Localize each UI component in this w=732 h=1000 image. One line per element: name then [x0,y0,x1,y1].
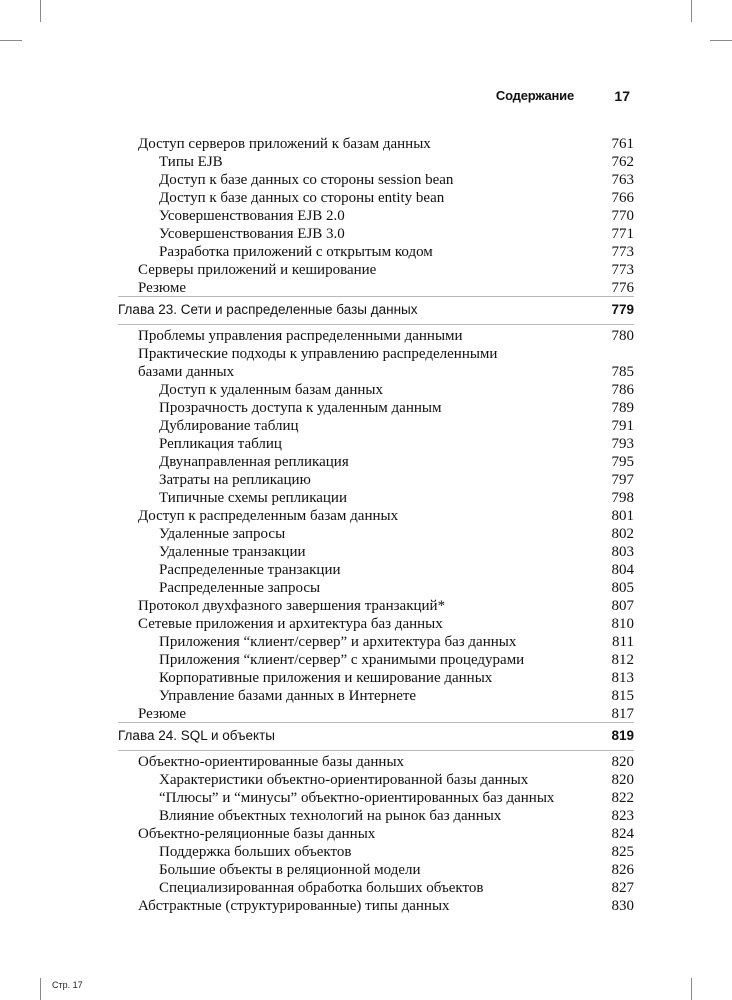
header-page-number: 17 [614,88,630,104]
toc-entry [118,633,634,651]
toc-entry-page: 779 [611,302,634,317]
toc-entry-page: 813 [611,670,634,686]
toc-entry-page: 762 [611,154,634,170]
toc-entry-page: 803 [611,544,634,560]
toc-entry [118,651,634,669]
toc-entry-title: Сетевые приложения и архитектура баз данных [138,616,443,632]
toc-entry-page: 822 [611,790,634,806]
running-header [118,88,634,108]
toc-entry [118,669,634,687]
toc-entry-title: “Плюсы” и “минусы” объектно-ориентированных баз данных [159,790,555,806]
table-of-contents [118,135,634,915]
toc-entry [118,789,634,807]
toc-entry-title: Репликация таблиц [159,436,282,452]
toc-entry-title: Протокол двухфазного завершения транзакций* [138,598,446,614]
toc-entry-title: Резюме [138,280,187,296]
toc-entry-page: 825 [611,844,634,860]
toc-entry-title: Удаленные запросы [159,526,286,542]
toc-entry-page: 766 [611,190,634,206]
toc-entry-title: Влияние объектных технологий на рынок баз данных [159,808,502,824]
crop-mark [691,0,692,22]
toc-entry [118,345,634,363]
toc-entry [118,327,634,345]
toc-entry [118,897,634,915]
toc-entry [118,843,634,861]
toc-entry [118,135,634,153]
toc-chapter-heading [118,726,634,746]
toc-entry-page: 763 [611,172,634,188]
crop-mark [0,40,22,41]
toc-entry-title: Двунаправленная репликация [159,454,349,470]
toc-entry-page: 798 [611,490,634,506]
toc-entry [118,825,634,843]
toc-entry-title: Объектно-реляционные базы данных [138,826,376,842]
toc-entry-title: Доступ к распределенным базам данных [138,508,399,524]
crop-mark [710,40,732,41]
toc-entry-page: 827 [611,880,634,896]
toc-entry [118,279,634,297]
toc-entry-page: 812 [611,652,634,668]
toc-entry-page: 793 [611,436,634,452]
toc-entry [118,879,634,897]
crop-mark [40,0,41,22]
toc-entry-title: Доступ к базе данных со стороны session bean [159,172,454,188]
toc-entry-page: 786 [611,382,634,398]
toc-entry-page: 797 [611,472,634,488]
toc-entry-page: 785 [611,364,634,380]
toc-entry-page: 804 [611,562,634,578]
crop-mark [691,978,692,1000]
toc-entry-page: 820 [611,772,634,788]
toc-entry-title: Усовершенствования EJB 2.0 [159,208,345,224]
toc-entry-page: 807 [611,598,634,614]
toc-entry [118,753,634,771]
toc-entry [118,597,634,615]
toc-entry-page: 801 [611,508,634,524]
toc-entry-title: Распределенные транзакции [159,562,341,578]
toc-entry [118,399,634,417]
toc-entry-title: Доступ серверов приложений к базам данных [138,136,431,152]
toc-entry-page: 773 [611,262,634,278]
toc-entry [118,861,634,879]
toc-entry-title: Усовершенствования EJB 3.0 [159,226,345,242]
toc-entry-title: Абстрактные (структурированные) типы данных [138,898,450,914]
toc-entry-title: Глава 23. Сети и распределенные базы данных [118,302,418,317]
toc-entry-title: Типичные схемы репликации [159,490,347,506]
toc-entry-title: Прозрачность доступа к удаленным данным [159,400,442,416]
toc-entry [118,363,634,381]
toc-entry-page: 780 [611,328,634,344]
toc-entry-page: 773 [611,244,634,260]
toc-entry [118,507,634,525]
toc-chapter-heading [118,300,634,320]
toc-entry-title: Дублирование таблиц [159,418,299,434]
toc-entry-title: Резюме [138,706,187,722]
toc-entry-title: Распределенные запросы [159,580,321,596]
toc-entry [118,381,634,399]
toc-entry-title: Большие объекты в реляционной модели [159,862,421,878]
toc-entry-page: 830 [611,898,634,914]
toc-entry [118,579,634,597]
toc-entry [118,561,634,579]
toc-entry-title: Доступ к удаленным базам данных [159,382,383,398]
toc-entry-page: 826 [611,862,634,878]
toc-entry-page: 824 [611,826,634,842]
toc-entry [118,687,634,705]
crop-mark [40,978,41,1000]
toc-entry-page: 761 [611,136,634,152]
toc-entry-page: 815 [611,688,634,704]
toc-entry [118,771,634,789]
toc-entry [118,525,634,543]
toc-entry-page: 795 [611,454,634,470]
toc-entry [118,489,634,507]
toc-entry-page: 823 [611,808,634,824]
toc-entry-title: Серверы приложений и кеширование [138,262,377,278]
toc-entry-title: Проблемы управления распределенными данными [138,328,463,344]
toc-entry-title: Характеристики объектно-ориентированной базы данных [159,772,529,788]
toc-entry-page: 805 [611,580,634,596]
header-title: Содержание [495,88,574,103]
toc-entry-page: 820 [611,754,634,770]
footer-page-label: Стр. 17 [52,980,83,990]
toc-entry-title: Типы EJB [159,154,223,170]
toc-entry [118,435,634,453]
toc-entry-title: Практические подходы к управлению распределенными [138,346,498,362]
toc-entry [118,243,634,261]
toc-entry [118,615,634,633]
toc-entry [118,171,634,189]
toc-entry-title: Специализированная обработка больших объектов [159,880,484,896]
toc-entry-title: Корпоративные приложения и кеширование данных [159,670,493,686]
toc-entry [118,189,634,207]
toc-entry-page: 819 [611,728,634,743]
toc-entry-page: 811 [612,634,634,650]
toc-entry-title: Поддержка больших объектов [159,844,352,860]
toc-entry [118,417,634,435]
toc-entry-title: Управление базами данных в Интернете [159,688,417,704]
toc-entry-title: Затраты на репликацию [159,472,311,488]
toc-entry [118,261,634,279]
toc-entry-page: 791 [611,418,634,434]
toc-entry-title: Удаленные транзакции [159,544,306,560]
toc-entry-title: базами данных [138,364,235,380]
toc-entry-title: Доступ к базе данных со стороны entity bean [159,190,445,206]
toc-entry [118,153,634,171]
toc-entry-page: 817 [611,706,634,722]
toc-entry-page: 789 [611,400,634,416]
toc-entry [118,543,634,561]
toc-entry [118,471,634,489]
toc-entry-title: Глава 24. SQL и объекты [118,728,275,743]
toc-entry-page: 776 [611,280,634,296]
toc-entry-title: Разработка приложений с открытым кодом [159,244,433,260]
toc-entry-page: 771 [611,226,634,242]
toc-entry [118,453,634,471]
toc-entry [118,807,634,825]
toc-entry-title: Приложения “клиент/сервер” и архитектура баз данных [159,634,517,650]
toc-entry-title: Приложения “клиент/сервер” с хранимыми процедурами [159,652,525,668]
toc-entry [118,207,634,225]
toc-entry-title: Объектно-ориентированные базы данных [138,754,405,770]
toc-entry-page: 810 [611,616,634,632]
toc-entry [118,225,634,243]
toc-entry-page: 770 [611,208,634,224]
toc-entry-page: 802 [611,526,634,542]
toc-entry [118,705,634,723]
